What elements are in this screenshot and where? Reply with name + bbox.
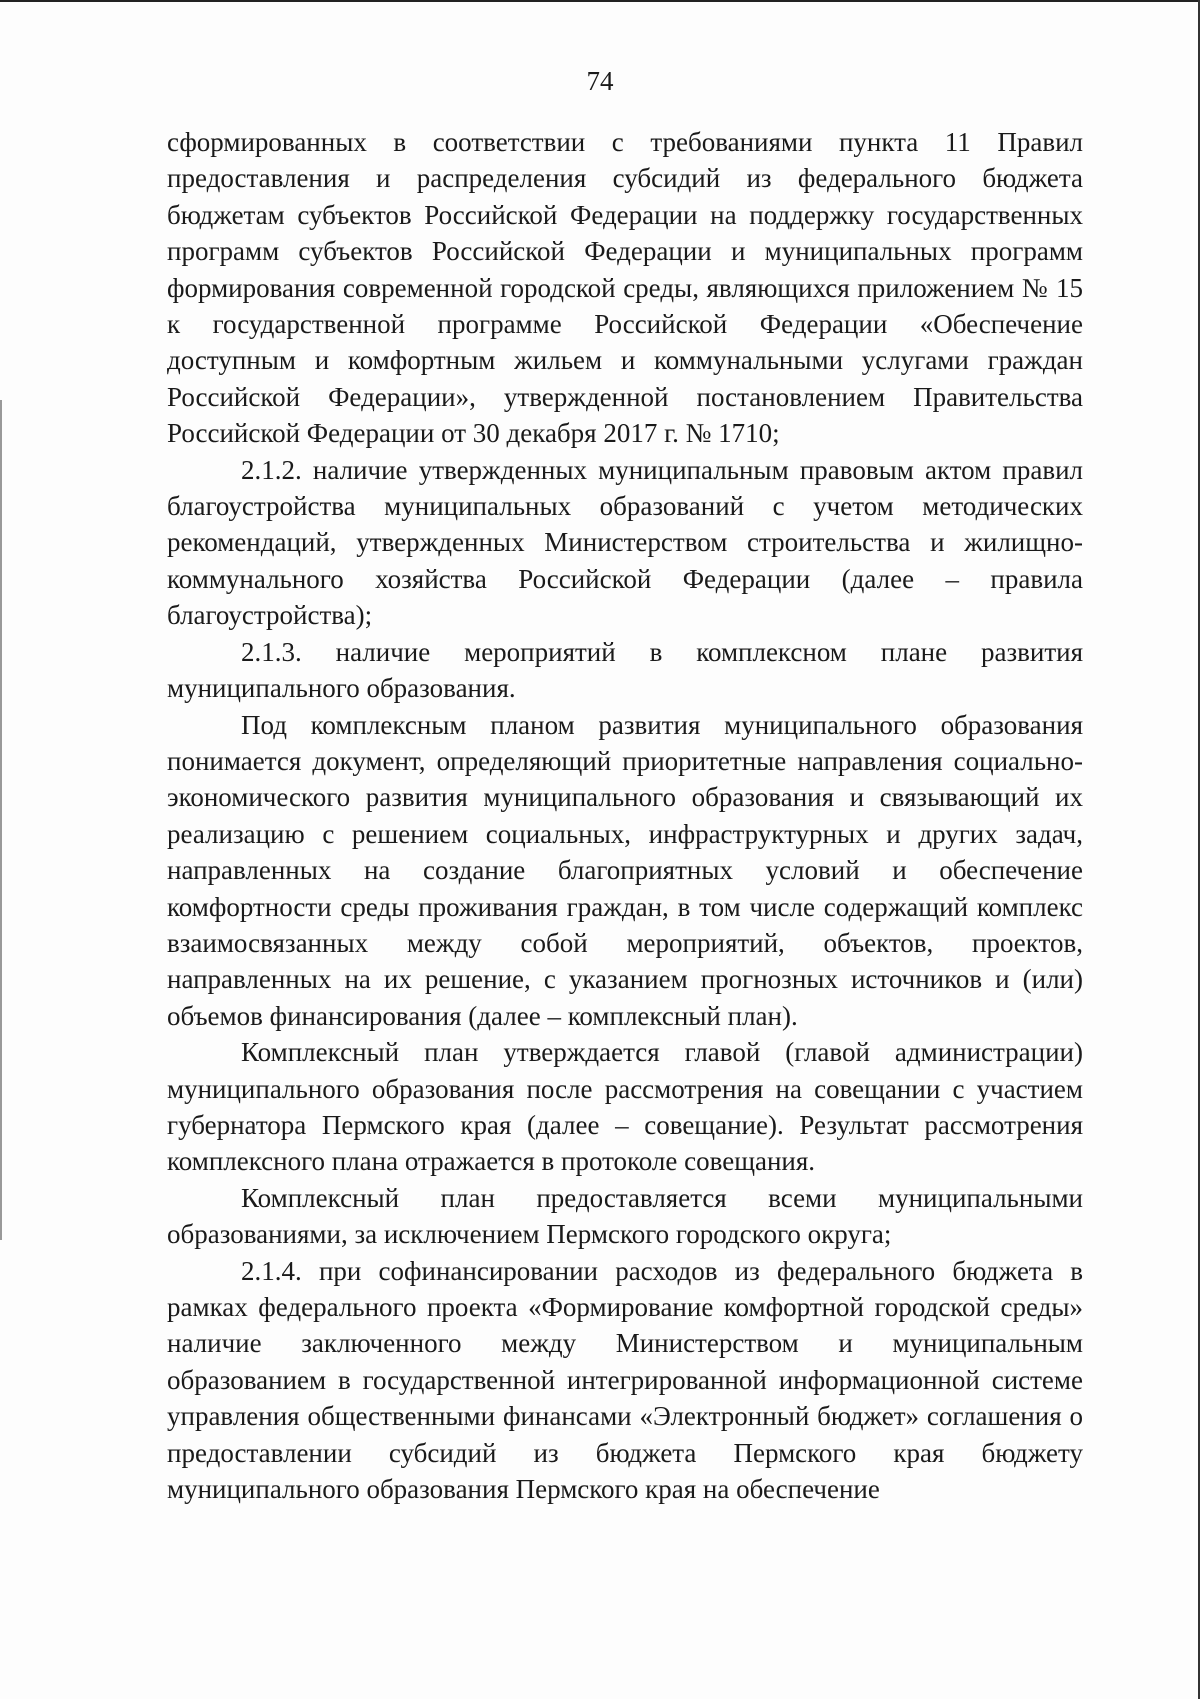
page-number: 74 [586,66,614,96]
paragraph-item-2-1-4: 2.1.4. при софинансировании расходов из федерального бюджета в рамках федерального проекта «Формирование комфортной городской среды» наличие заключенного между Министерством и муниципальным образованием в государственной интегрированной информационной системе управления общественными финансами «Электронный бюджет» соглашения о предоставлении субсидий из бюджета Пермского края бюджету муниципального образования Пермского края на обеспечение [167,1255,1083,1505]
document-body [167,124,1083,1507]
paragraph-item-2-1-2: 2.1.2. наличие утвержденных муниципальным правовым актом правил благоустройства муниципальных образований с учетом методических рекомендаций, утвержденных Министерством строительства и жилищно-коммунального хозяйства Российской Федерации (далее – правила благоустройства); [167,454,1083,631]
paragraph-comprehensive-plan-definition: Под комплексным планом развития муниципального образования понимается документ, определяющий приоритетные направления социально-экономического развития муниципального образования и связывающий их реализацию с решением социальных, инфраструктурных и других задач, направленных на создание благоприятных условий и обеспечение комфортности среды проживания граждан, в том числе содержащий комплекс взаимосвязанных между собой мероприятий, объектов, проектов, направленных на их решение, с указанием прогнозных источников и (или) объемов финансирования (далее – комплексный план). [167,709,1083,1031]
scan-border-top [0,0,1200,2]
paragraph-item-2-1-3: 2.1.3. наличие мероприятий в комплексном плане развития муниципального образования. [167,636,1083,704]
scan-border-left [0,400,2,1240]
paragraph-plan-approval: Комплексный план утверждается главой (главой администрации) муниципального образования после рассмотрения на совещании с участием губернатора Пермского края (далее – совещание). Результат рассмотрения комплексного плана отражается в протоколе совещания. [167,1037,1083,1177]
paragraph-continuation: сформированных в соответствии с требованиями пункта 11 Правил предоставления и распределения субсидий из федерального бюджета бюджетам субъектов Российской Федерации на поддержку государственных программ субъектов Российской Федерации и муниципальных программ формирования современной городской среды, являющихся приложением № 15 к государственной программе Российской Федерации «Обеспечение доступным и комфортным жильем и коммунальными услугами граждан Российской Федерации», утвержденной постановлением Правительства Российской Федерации от 30 декабря 2017 г. № 1710; [167,127,1083,449]
paragraph-plan-submission: Комплексный план предоставляется всеми муниципальными образованиями, за исключением Пермского городского округа; [167,1182,1083,1250]
